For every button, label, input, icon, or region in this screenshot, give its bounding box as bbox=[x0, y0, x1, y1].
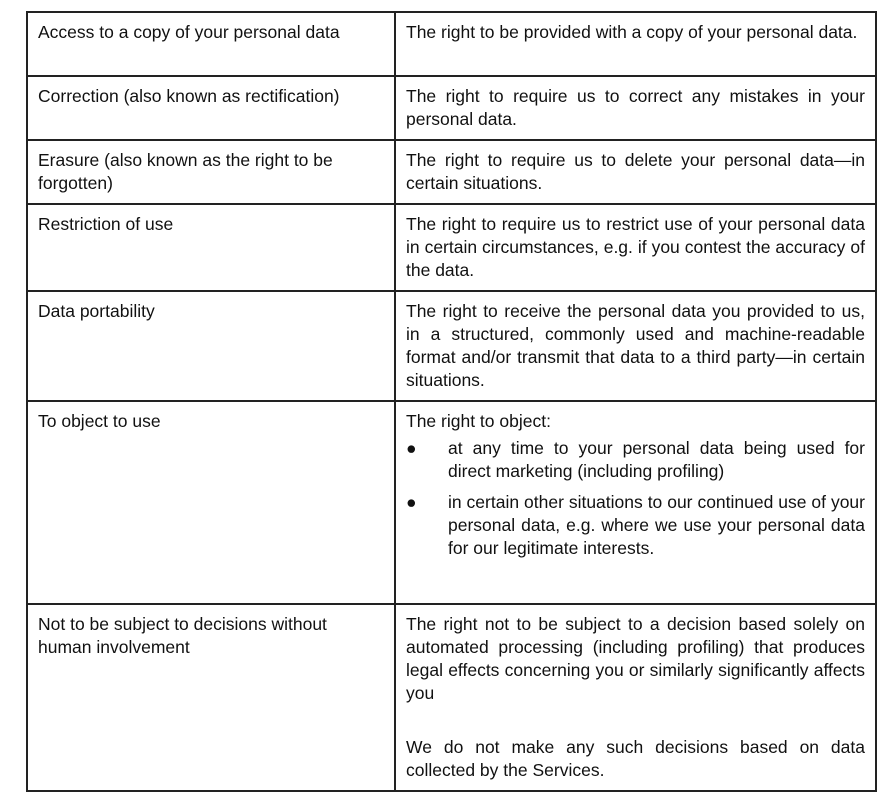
right-description-cell bbox=[395, 401, 876, 604]
table-row bbox=[27, 12, 876, 76]
right-name-cell: Restriction of use bbox=[27, 204, 395, 291]
right-description-cell: The right to require us to correct any mistakes in your personal data. bbox=[395, 76, 876, 140]
right-name-cell: Not to be subject to decisions without human involvement bbox=[27, 604, 395, 791]
list-item-text: in certain other situations to our continued use of your personal data, e.g. where we use your personal data for our legitimate interests. bbox=[448, 492, 865, 558]
right-description-cell: The right to receive the personal data you provided to us, in a structured, commonly used and machine-readable format and/or transmit that data to a third party—in certain situations. bbox=[395, 291, 876, 401]
table-row bbox=[27, 291, 876, 401]
list-item-text: at any time to your personal data being used for direct marketing (including profiling) bbox=[448, 438, 865, 481]
list-item bbox=[406, 491, 865, 560]
right-name-cell: Correction (also known as rectification) bbox=[27, 76, 395, 140]
description-para-2: We do not make any such decisions based on data collected by the Services. bbox=[406, 737, 865, 780]
right-description-cell: The right to be provided with a copy of your personal data. bbox=[395, 12, 876, 76]
rights-table bbox=[26, 11, 877, 792]
right-description-cell: The right to require us to restrict use of your personal data in certain circumstances, e.g. if you contest the accuracy of the data. bbox=[395, 204, 876, 291]
table-row bbox=[27, 401, 876, 604]
bullet-icon: ● bbox=[406, 438, 417, 458]
right-description-cell bbox=[395, 604, 876, 791]
description-para: The right not to be subject to a decision based solely on automated processing (including profiling) that produces legal effects concerning you or similarly significantly affects you bbox=[406, 614, 865, 703]
right-name-cell: Access to a copy of your personal data bbox=[27, 12, 395, 76]
right-name-cell: Data portability bbox=[27, 291, 395, 401]
table-row bbox=[27, 76, 876, 140]
right-name-cell: Erasure (also known as the right to be forgotten) bbox=[27, 140, 395, 204]
table-row bbox=[27, 204, 876, 291]
list-item bbox=[406, 437, 865, 483]
table-row bbox=[27, 604, 876, 791]
table-row bbox=[27, 140, 876, 204]
bullet-icon: ● bbox=[406, 492, 417, 512]
bullet-list bbox=[406, 437, 865, 560]
right-name-cell: To object to use bbox=[27, 401, 395, 604]
right-description-cell: The right to require us to delete your personal data—in certain situations. bbox=[395, 140, 876, 204]
description-intro: The right to object: bbox=[406, 411, 551, 431]
